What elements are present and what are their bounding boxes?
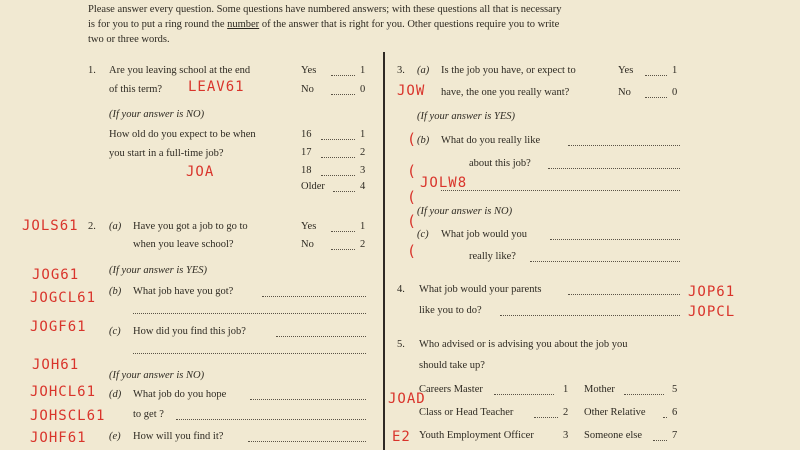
q1-text-line2: of this term?	[109, 84, 163, 95]
q3-b-answer-line[interactable]	[441, 190, 680, 191]
variable-code: JOH61	[32, 357, 80, 373]
variable-code: JOHF61	[30, 430, 87, 446]
q5-option-label: Youth Employment Officer	[419, 430, 534, 441]
variable-code: JOLW8	[420, 175, 468, 191]
q5-option-code[interactable]: 7	[672, 430, 678, 441]
q2-no-label: No	[301, 239, 314, 250]
q3-b-label: (b)	[417, 135, 430, 146]
q2-c-text: How did you find this job?	[133, 326, 246, 337]
q3-yes-code[interactable]: 1	[672, 65, 678, 76]
q5-option-label: Mother	[584, 384, 615, 395]
q5-option-label: Class or Head Teacher	[419, 407, 514, 418]
q1-age-leader	[333, 191, 355, 192]
q5-option-label: Other Relative	[584, 407, 646, 418]
q3-b-answer-line[interactable]	[548, 168, 680, 169]
q2-yes-label: Yes	[301, 221, 317, 232]
variable-code: JOGF61	[30, 319, 87, 335]
q2-b-label: (b)	[109, 286, 122, 297]
instructions-line-1: Please answer every question. Some questions have numbered answers; with these questions all that is necessary	[88, 4, 562, 15]
q2-no-leader	[331, 249, 355, 250]
q1-age-leader	[321, 157, 355, 158]
q1-age-label: 16	[301, 129, 312, 140]
variable-code: JOLS61	[22, 218, 79, 234]
q5-line1: Who advised or is advising you about the job you	[419, 339, 628, 350]
q1-yes-label: Yes	[301, 65, 317, 76]
q3-c-line2: really like?	[469, 251, 516, 262]
q3-c-answer-line[interactable]	[550, 239, 680, 240]
q1-condition: (If your answer is NO)	[109, 109, 205, 120]
q3-a-label: (a)	[417, 65, 430, 76]
q1-age-leader	[321, 139, 355, 140]
q2-c-label: (c)	[109, 326, 121, 337]
q5-option-label: Careers Master	[419, 384, 483, 395]
column-divider	[383, 52, 385, 450]
q2-e-label: (e)	[109, 431, 121, 442]
q2-e-answer-line[interactable]	[248, 441, 366, 442]
q1-yes-leader	[331, 75, 355, 76]
variable-code: JOAD	[388, 391, 426, 407]
q3-b-answer-line[interactable]	[568, 145, 680, 146]
variable-code: JOW	[397, 83, 426, 99]
q1-age-label: 17	[301, 147, 312, 158]
q2-a-line1: Have you got a job to go to	[133, 221, 248, 232]
variable-code: JOG61	[32, 267, 80, 283]
q1-no-code[interactable]: 0	[360, 84, 366, 95]
q1-age-code[interactable]: 4	[360, 181, 366, 192]
q1-yes-code[interactable]: 1	[360, 65, 366, 76]
variable-code: JOPCL	[688, 304, 736, 320]
q4-line2: like you to do?	[419, 305, 482, 316]
q2-yes-leader	[331, 231, 355, 232]
q3-yes-label: Yes	[618, 65, 634, 76]
q5-option-code[interactable]: 1	[563, 384, 569, 395]
variable-code: JOA	[186, 164, 215, 180]
q5-option-code[interactable]: 5	[672, 384, 678, 395]
q5-option-leader	[624, 394, 664, 395]
q2-d-line2: to get ?	[133, 409, 164, 420]
q2-c-answer-line[interactable]	[133, 353, 366, 354]
instructions-line-2: is for you to put a ring round the number of the answer that is right for you. Other questions require you to write	[88, 19, 560, 30]
q1-age-label: 18	[301, 165, 312, 176]
q1-age-code[interactable]: 3	[360, 165, 366, 176]
q2-yes-code[interactable]: 1	[360, 221, 366, 232]
annotation-bracket: (	[407, 188, 417, 206]
instructions-line-3: two or three words.	[88, 34, 170, 45]
q2-a-line2: when you leave school?	[133, 239, 234, 250]
q1-age-leader	[321, 175, 355, 176]
q1-number: 1.	[88, 65, 96, 76]
q5-number: 5.	[397, 339, 405, 350]
q5-option-code[interactable]: 3	[563, 430, 569, 441]
q1-sub-line1: How old do you expect to be when	[109, 129, 256, 140]
annotation-bracket: (	[407, 242, 417, 260]
q5-option-code[interactable]: 6	[672, 407, 678, 418]
q3-a-line1: Is the job you have, or expect to	[441, 65, 576, 76]
instructions	[88, 2, 688, 47]
annotation-bracket: (	[407, 212, 417, 230]
q2-b-text: What job have you got?	[133, 286, 234, 297]
q3-b-line1: What do you really like	[441, 135, 541, 146]
variable-code: E2	[392, 429, 411, 445]
q1-age-label: Older	[301, 181, 325, 192]
q1-no-label: No	[301, 84, 314, 95]
variable-code: LEAV61	[188, 79, 245, 95]
q5-option-leader	[534, 417, 558, 418]
variable-code: JOGCL61	[30, 290, 97, 306]
q2-b-answer-line[interactable]	[133, 313, 366, 314]
q3-no-code[interactable]: 0	[672, 87, 678, 98]
q2-d-answer-line[interactable]	[250, 399, 366, 400]
q3-condition-yes: (If your answer is YES)	[417, 111, 515, 122]
q2-condition-no: (If your answer is NO)	[109, 370, 205, 381]
q5-option-leader	[653, 440, 667, 441]
q4-answer-line[interactable]	[500, 315, 680, 316]
q3-a-line2: have, the one you really want?	[441, 87, 570, 98]
q1-age-code[interactable]: 2	[360, 147, 366, 158]
annotation-bracket: (	[407, 130, 417, 148]
q4-number: 4.	[397, 284, 405, 295]
q4-line1: What job would your parents	[419, 284, 542, 295]
q1-sub-line2: you start in a full-time job?	[109, 148, 224, 159]
q2-condition-yes: (If your answer is YES)	[109, 265, 207, 276]
q1-text-line1: Are you leaving school at the end	[109, 65, 251, 76]
q1-age-code[interactable]: 1	[360, 129, 366, 140]
q4-answer-line[interactable]	[568, 294, 680, 295]
variable-code: JOHSCL61	[30, 408, 106, 424]
q5-line2: should take up?	[419, 360, 485, 371]
q3-c-answer-line[interactable]	[530, 261, 680, 262]
variable-code: JOHCL61	[30, 384, 97, 400]
q3-c-line1: What job would you	[441, 229, 528, 240]
q2-b-answer-line[interactable]	[262, 296, 366, 297]
q2-number: 2.	[88, 221, 96, 232]
q1-no-leader	[331, 94, 355, 95]
q2-no-code[interactable]: 2	[360, 239, 366, 250]
q2-e-text: How will you find it?	[133, 431, 224, 442]
q3-no-label: No	[618, 87, 631, 98]
q2-d-label: (d)	[109, 389, 122, 400]
q2-a-label: (a)	[109, 221, 122, 232]
q3-number: 3.	[397, 65, 405, 76]
q5-option-label: Someone else	[584, 430, 643, 441]
q3-yes-leader	[645, 75, 667, 76]
q3-b-line2: about this job?	[469, 158, 531, 169]
q3-condition-no: (If your answer is NO)	[417, 206, 513, 217]
q3-no-leader	[645, 97, 667, 98]
q2-c-answer-line[interactable]	[276, 336, 366, 337]
q5-option-leader	[663, 417, 667, 418]
q2-d-answer-line[interactable]	[176, 419, 366, 420]
q5-option-leader	[494, 394, 554, 395]
q2-d-line1: What job do you hope	[133, 389, 227, 400]
annotation-bracket: (	[407, 162, 417, 180]
q5-option-code[interactable]: 2	[563, 407, 569, 418]
q3-c-label: (c)	[417, 229, 429, 240]
variable-code: JOP61	[688, 284, 736, 300]
